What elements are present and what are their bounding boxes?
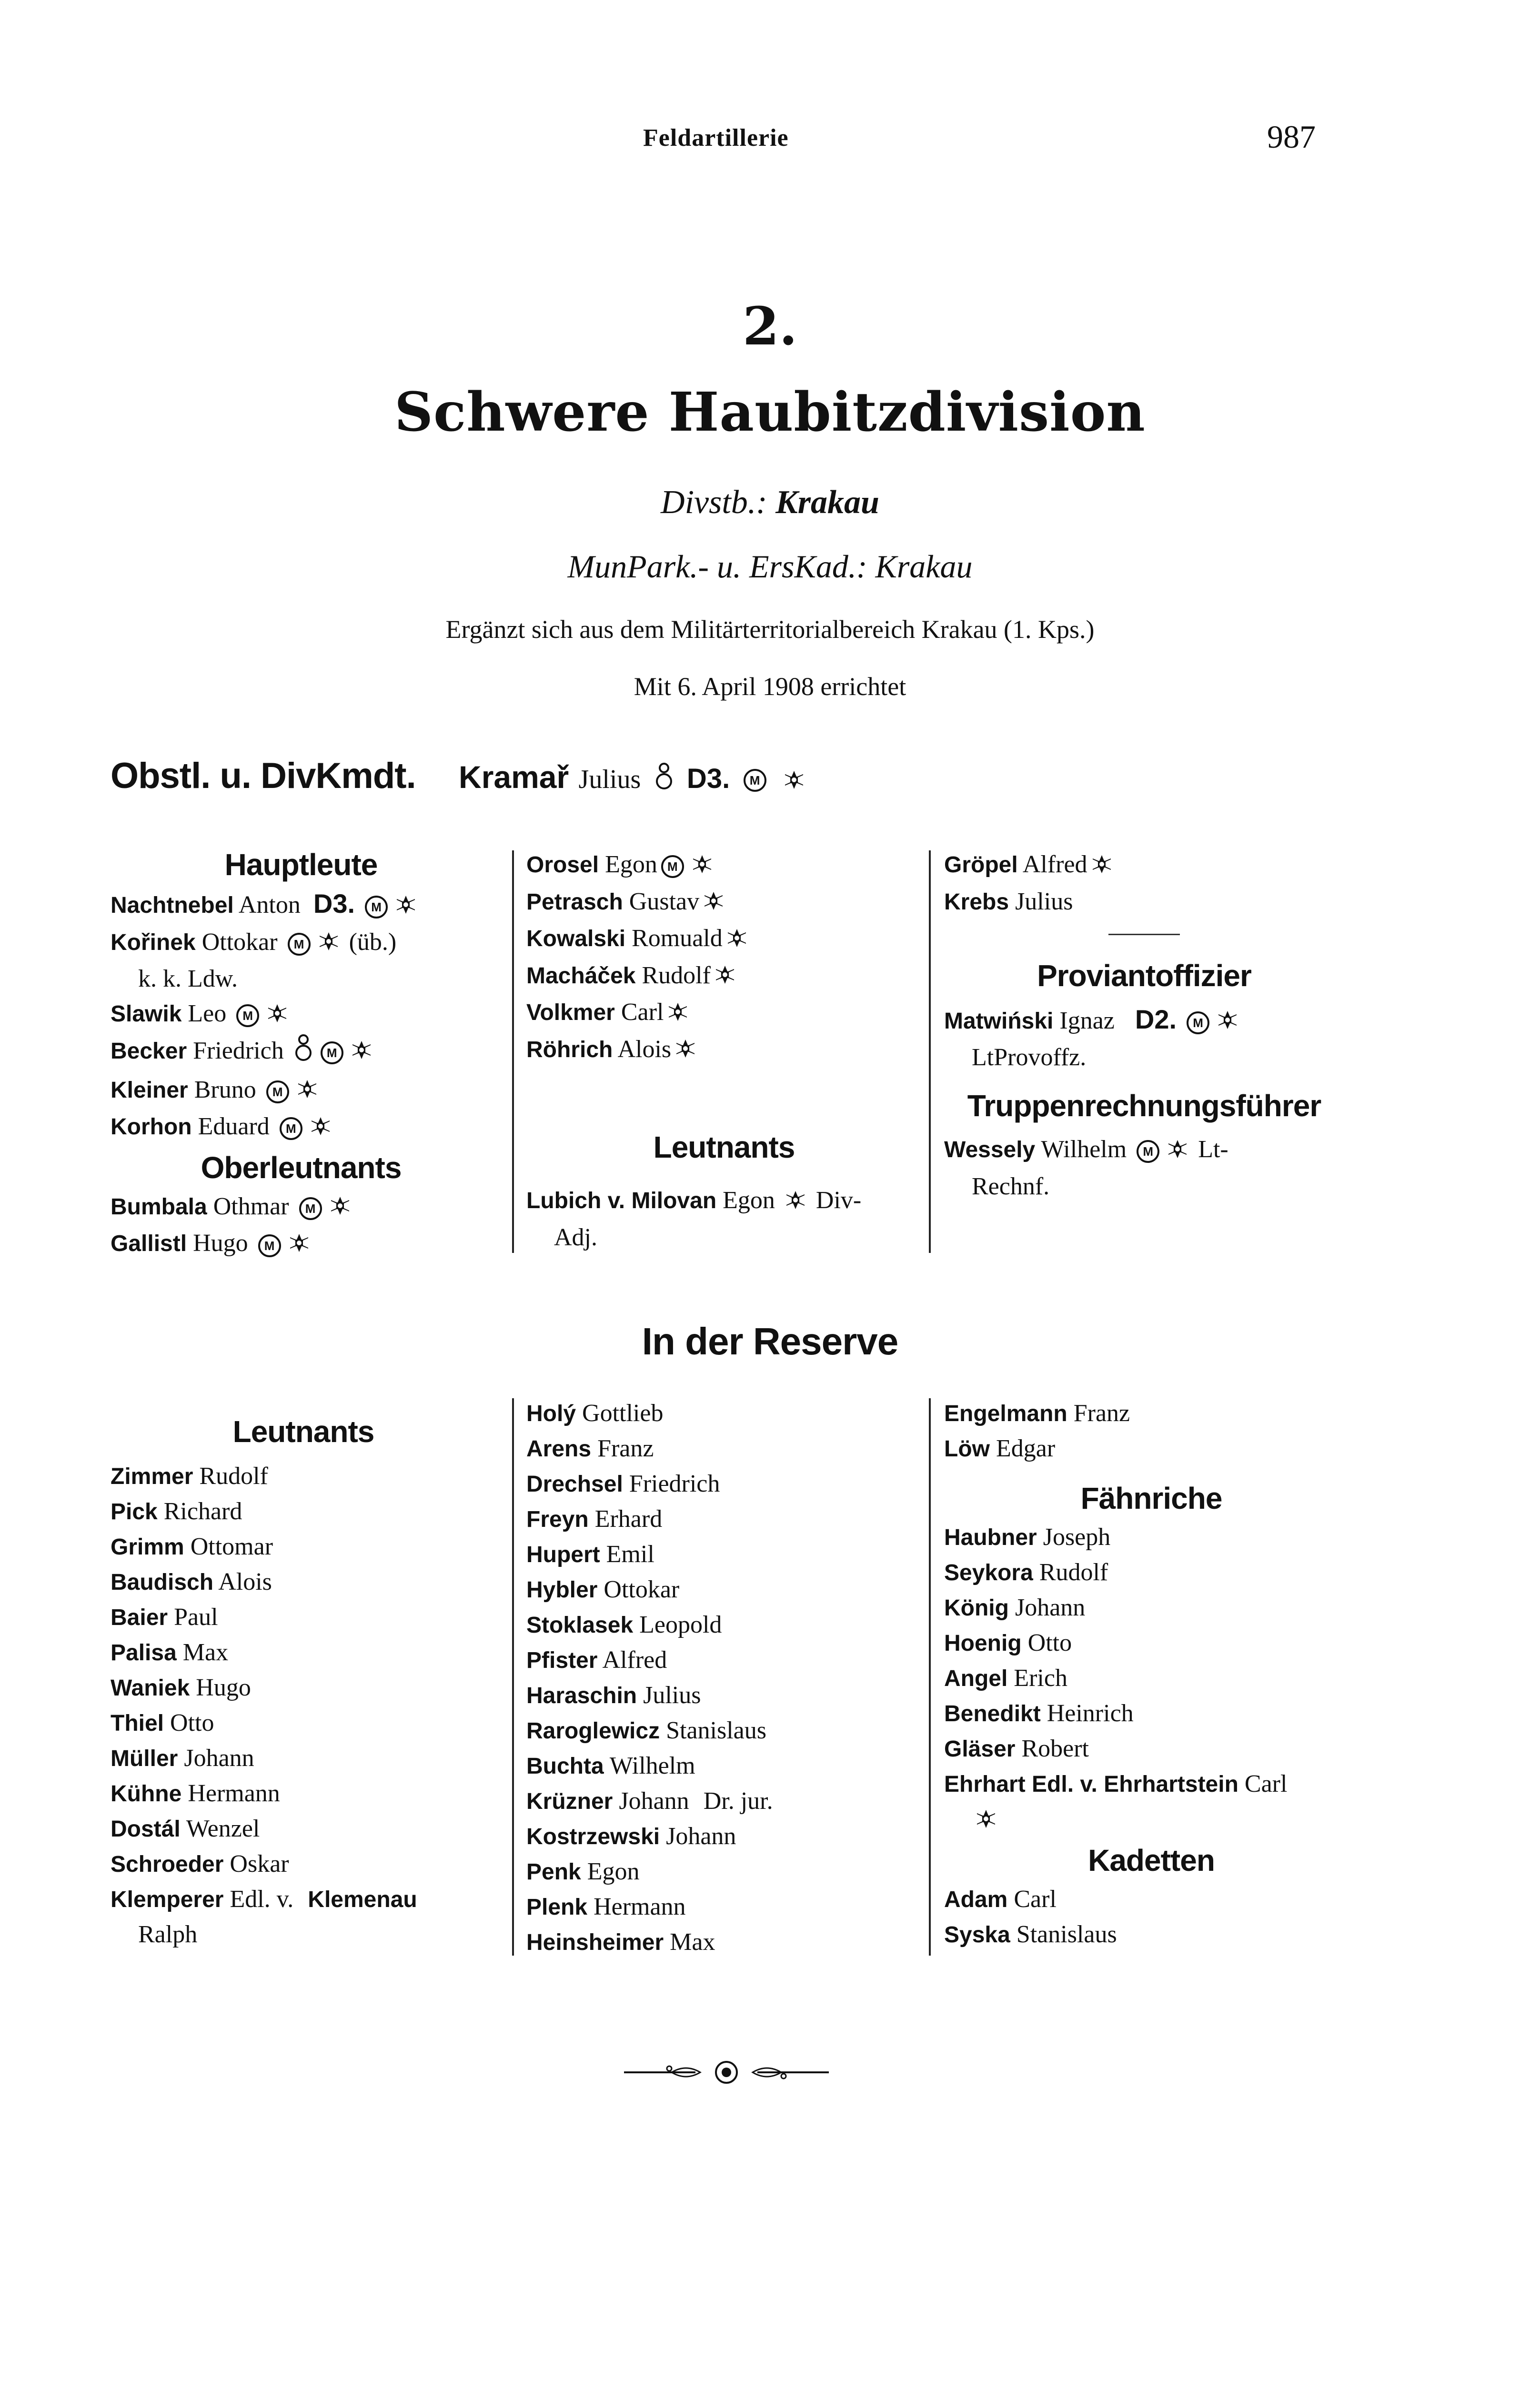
surname: Adam xyxy=(944,1887,1008,1912)
column-divider xyxy=(929,850,931,1253)
surname: Haraschin xyxy=(526,1683,637,1708)
medal-icon: M xyxy=(266,1080,289,1103)
decoration: D3. xyxy=(313,888,355,918)
heading-proviantoffizier: Proviantoffizier xyxy=(1037,958,1251,993)
list-item xyxy=(111,1494,496,1529)
surname: Seykora xyxy=(944,1560,1033,1585)
cross-icon xyxy=(289,1228,310,1263)
surname: Haubner xyxy=(944,1525,1037,1550)
given-name: Otto xyxy=(170,1709,214,1736)
list-item xyxy=(944,1590,1359,1625)
station-value: Krakau xyxy=(775,484,879,521)
list-item xyxy=(526,1748,922,1784)
surname: Wessely xyxy=(944,1137,1036,1163)
given-name: Johann xyxy=(666,1823,736,1850)
commander-given: Julius xyxy=(578,765,641,794)
medal-icon: M xyxy=(744,769,766,792)
list-item xyxy=(526,995,922,1032)
given-name: Friedrich xyxy=(629,1470,720,1497)
list-item xyxy=(111,925,492,962)
list-item xyxy=(526,921,922,958)
surname: Kostrzewski xyxy=(526,1824,660,1849)
spacer xyxy=(944,1127,1344,1132)
cross-icon xyxy=(1217,1005,1238,1040)
given-name: Hugo xyxy=(196,1674,251,1701)
surname: Waniek xyxy=(111,1675,190,1701)
medal-icon: M xyxy=(1137,1140,1159,1163)
cross-icon xyxy=(330,1191,351,1226)
list-item xyxy=(111,1072,492,1110)
surname: Orosel xyxy=(526,852,599,878)
column-divider xyxy=(929,1398,931,1956)
surname: Volkmer xyxy=(526,1000,615,1026)
given-name: Leo xyxy=(188,1000,227,1028)
medal-icon: M xyxy=(288,933,311,956)
munpark-value: Krakau xyxy=(875,548,973,585)
given-name: Rudolf xyxy=(642,961,711,989)
given-name: Anton xyxy=(238,891,301,918)
list-item xyxy=(944,1431,1359,1466)
list-item xyxy=(944,1555,1359,1590)
list-item-continuation: Ralph xyxy=(138,1921,198,1948)
column-divider xyxy=(512,1398,514,1956)
reserve-top-list xyxy=(944,1396,1359,1466)
given-name: Otto xyxy=(1027,1629,1072,1656)
hauptleute-cont-list xyxy=(526,847,922,1069)
cross-icon xyxy=(715,960,735,995)
cross-icon xyxy=(297,1074,318,1109)
surname: Engelmann xyxy=(944,1401,1067,1426)
medal-icon: M xyxy=(365,896,388,918)
heading-oberleutnants: Oberleutnants xyxy=(201,1150,402,1185)
list-item xyxy=(526,1678,922,1713)
list-item xyxy=(944,1882,1359,1917)
given-name: Hermann xyxy=(188,1780,280,1807)
given-name: Wilhelm xyxy=(1041,1136,1127,1163)
short-divider xyxy=(1108,934,1180,935)
surname: Pick xyxy=(111,1499,158,1524)
surname: Penk xyxy=(526,1859,581,1885)
heading-leutnants: Leutnants xyxy=(653,1130,795,1165)
list-item xyxy=(526,1643,922,1678)
surname: Krüzner xyxy=(526,1789,613,1814)
note: (üb.) xyxy=(349,928,397,956)
surname: Krebs xyxy=(944,889,1009,915)
surname: Zimmer xyxy=(111,1464,193,1489)
list-item xyxy=(111,1459,496,1494)
list-item xyxy=(944,884,1344,919)
list-item xyxy=(526,847,922,884)
running-title: Feldartillerie xyxy=(643,124,789,151)
given-name: Julius xyxy=(643,1682,701,1709)
surname: Kleiner xyxy=(111,1077,188,1103)
list-item-continuation: k. k. Ldw. xyxy=(138,965,238,993)
cross-icon xyxy=(1091,849,1112,884)
list-item xyxy=(111,1564,496,1600)
cross-icon xyxy=(267,999,288,1033)
list-item xyxy=(944,1625,1359,1661)
commander-rank: Obstl. u. DivKmdt. xyxy=(111,756,416,796)
cross-icon xyxy=(667,997,688,1032)
surname: Becker xyxy=(111,1038,187,1064)
spacer xyxy=(944,997,1344,1002)
note: Div- xyxy=(815,1187,862,1214)
given-name: Johann xyxy=(184,1745,254,1772)
given-name: Bruno xyxy=(194,1076,256,1103)
given-name: Gustav xyxy=(629,888,700,915)
list-item xyxy=(944,1002,1344,1040)
given-name: Ignaz xyxy=(1059,1007,1115,1034)
medal-icon: M xyxy=(321,1041,343,1064)
commander-row xyxy=(111,755,1444,799)
given-name: Carl xyxy=(1244,1770,1288,1797)
surname: Dostál xyxy=(111,1817,181,1842)
surname: König xyxy=(944,1595,1009,1621)
page-number: 987 xyxy=(1267,119,1316,155)
list-item xyxy=(526,1607,922,1643)
surname: Raroglewicz xyxy=(526,1718,660,1744)
surname: Ehrhart Edl. v. Ehrhartstein xyxy=(944,1772,1238,1797)
given-name: Rudolf xyxy=(199,1463,268,1490)
list-item xyxy=(944,1696,1359,1731)
spacer xyxy=(526,1069,922,1126)
spacer xyxy=(944,1466,1359,1477)
list-item xyxy=(111,1529,496,1564)
cross-icon xyxy=(785,1185,806,1220)
surname: Stoklasek xyxy=(526,1613,634,1638)
order-icon xyxy=(294,1033,313,1072)
given-name: Carl xyxy=(621,999,664,1026)
given-name: Edgar xyxy=(996,1435,1056,1462)
cross-icon xyxy=(675,1034,696,1069)
given-name: Othmar xyxy=(213,1192,289,1220)
surname: Pfister xyxy=(526,1648,598,1673)
list-item xyxy=(526,1784,922,1819)
medal-icon: M xyxy=(1187,1011,1209,1034)
surname: Palisa xyxy=(111,1640,177,1665)
list-item xyxy=(111,1109,492,1146)
given-name: Romuald xyxy=(632,925,723,952)
list-item xyxy=(944,1520,1359,1555)
list-item xyxy=(111,1776,496,1811)
reserve-col-1 xyxy=(111,1410,496,1952)
given-name: Stanislaus xyxy=(1016,1920,1117,1948)
reserve-heading: In der Reserve xyxy=(642,1320,898,1363)
surname: Heinsheimer xyxy=(526,1930,664,1955)
given-name: Paul xyxy=(174,1604,218,1631)
surname: Macháček xyxy=(526,963,636,989)
list-item xyxy=(526,1032,922,1069)
list-item xyxy=(111,1670,496,1706)
reserve-names-list xyxy=(526,1396,922,1960)
list-item xyxy=(111,1033,492,1072)
given-name: Rudolf xyxy=(1039,1559,1108,1586)
surname: Lubich v. Milovan xyxy=(526,1188,717,1214)
given-name: Emil xyxy=(606,1541,654,1568)
given-name: Wilhelm xyxy=(609,1752,695,1779)
surname: Hoenig xyxy=(944,1631,1022,1656)
note: Lt- xyxy=(1198,1136,1228,1163)
faehnriche-list xyxy=(944,1520,1359,1802)
list-item-continuation: Rechnf. xyxy=(972,1172,1050,1200)
kadetten-list xyxy=(944,1882,1359,1952)
reserve-col-3 xyxy=(944,1396,1359,1952)
list-item xyxy=(111,1189,492,1226)
given-name: Egon xyxy=(587,1858,640,1885)
surname: Gläser xyxy=(944,1736,1016,1762)
surname: Hupert xyxy=(526,1542,600,1567)
list-item xyxy=(944,1731,1359,1766)
station-label: Divstb.: xyxy=(661,484,767,521)
given-name: Max xyxy=(670,1928,715,1956)
surname: Benedikt xyxy=(944,1701,1041,1726)
cross-icon xyxy=(351,1035,372,1070)
given-name: Erich xyxy=(1014,1665,1067,1692)
list-item xyxy=(111,1226,492,1263)
order-icon xyxy=(654,762,674,799)
given-name: Erhard xyxy=(594,1505,663,1533)
list-item xyxy=(526,1889,922,1925)
list-item xyxy=(526,1183,922,1220)
list-item xyxy=(944,1132,1344,1169)
cross-icon xyxy=(692,849,713,884)
surname: Plenk xyxy=(526,1895,588,1920)
division-title: Schwere Haubitzdivision xyxy=(394,381,1146,444)
decoration: D2. xyxy=(1135,1004,1177,1034)
given-name: Joseph xyxy=(1043,1524,1111,1551)
list-item xyxy=(944,1917,1359,1952)
surname: Baudisch xyxy=(111,1570,214,1595)
heading-faehnriche: Fähnriche xyxy=(1080,1481,1222,1515)
list-item xyxy=(111,1706,496,1741)
given-name: Franz xyxy=(1073,1400,1130,1427)
munpark-label: MunPark.- u. ErsKad.: xyxy=(567,548,867,585)
given-name: Hugo xyxy=(193,1230,248,1257)
spacer xyxy=(111,1453,496,1459)
munpark-line xyxy=(0,548,1540,585)
list-item xyxy=(526,1431,922,1466)
list-item xyxy=(944,847,1344,884)
list-item xyxy=(526,1502,922,1537)
division-number: 2. xyxy=(743,295,797,357)
given-name: Ottokar xyxy=(604,1576,680,1603)
list-item xyxy=(111,1811,496,1847)
given-name: Eduard xyxy=(198,1113,270,1141)
list-item xyxy=(111,996,492,1033)
surname: Löw xyxy=(944,1436,990,1462)
given-name: Richard xyxy=(163,1498,242,1525)
surname: Korhon xyxy=(111,1114,192,1140)
given-name: Franz xyxy=(597,1435,654,1462)
note: Klemenau xyxy=(308,1887,417,1912)
list-item xyxy=(526,958,922,995)
surname: Kořinek xyxy=(111,929,196,955)
spacer xyxy=(944,1075,1344,1084)
given-name: Max xyxy=(182,1639,229,1666)
surname: Thiel xyxy=(111,1711,164,1736)
reserve-leutnants-list xyxy=(111,1459,496,1952)
medal-icon: M xyxy=(236,1004,259,1027)
list-item-continuation: Adj. xyxy=(554,1223,597,1251)
surname: Slawik xyxy=(111,1001,182,1027)
list-item-continuation: LtProvoffz. xyxy=(972,1044,1087,1071)
list-item xyxy=(526,1925,922,1960)
given-name: Friedrich xyxy=(193,1037,284,1064)
list-item xyxy=(526,1537,922,1572)
surname: Hybler xyxy=(526,1577,598,1603)
list-item xyxy=(111,1600,496,1635)
list-item xyxy=(111,886,492,925)
active-col-3 xyxy=(944,847,1344,1204)
given-name: Hermann xyxy=(594,1893,686,1920)
given-name: Oskar xyxy=(230,1850,289,1877)
heading-kadetten: Kadetten xyxy=(1088,1843,1215,1877)
list-item xyxy=(944,1396,1359,1431)
list-item xyxy=(111,1741,496,1776)
list-item xyxy=(526,1713,922,1748)
list-item-continuation xyxy=(944,1802,1359,1839)
list-item xyxy=(526,1396,922,1431)
cross-icon xyxy=(726,923,747,958)
established-note: Mit 6. April 1908 errichtet xyxy=(634,672,906,701)
list-item xyxy=(111,1847,496,1882)
surname: Petrasch xyxy=(526,889,623,915)
given-name: Ottomar xyxy=(190,1533,273,1560)
surname: Röhrich xyxy=(526,1037,613,1062)
heading-truppenrechnungsfuehrer: Truppenrechnungsführer xyxy=(967,1089,1321,1123)
cross-icon xyxy=(310,1111,331,1146)
medal-icon: M xyxy=(280,1117,302,1140)
given-name: Johann xyxy=(1015,1594,1086,1621)
surname: Grimm xyxy=(111,1534,184,1560)
given-name: Stanislaus xyxy=(666,1717,766,1744)
station-line xyxy=(0,484,1540,522)
spacer xyxy=(526,1169,922,1183)
surname: Klemperer xyxy=(111,1887,224,1912)
list-item xyxy=(526,1854,922,1889)
given-name: Edl. v. xyxy=(230,1886,294,1913)
list-item xyxy=(526,1466,922,1502)
surname: Gröpel xyxy=(944,852,1018,878)
given-name: Julius xyxy=(1015,888,1073,915)
cross-icon xyxy=(395,890,416,925)
given-name: Alois xyxy=(617,1035,672,1063)
cross-icon xyxy=(318,927,339,961)
given-name: Alois xyxy=(218,1568,272,1595)
list-item xyxy=(526,1819,922,1854)
surname: Holý xyxy=(526,1401,576,1426)
heading-reserve-leutnants: Leutnants xyxy=(232,1414,374,1449)
cross-icon xyxy=(784,763,805,798)
surname: Gallistl xyxy=(111,1231,187,1257)
oberleutnants-list xyxy=(111,1189,492,1263)
given-name: Johann xyxy=(619,1787,689,1815)
given-name: Egon xyxy=(723,1187,775,1214)
list-item xyxy=(526,884,922,921)
surname: Bumbala xyxy=(111,1194,207,1220)
cross-icon xyxy=(1167,1134,1188,1169)
surname: Schroeder xyxy=(111,1852,224,1877)
given-name: Carl xyxy=(1014,1885,1057,1913)
medal-icon: M xyxy=(258,1234,281,1257)
commander-surname: Kramař xyxy=(459,759,569,795)
surname: Freyn xyxy=(526,1507,589,1532)
note: Dr. jur. xyxy=(703,1787,773,1815)
active-col-1 xyxy=(111,843,492,1263)
active-col-2 xyxy=(526,847,922,1255)
surname: Kowalski xyxy=(526,926,626,952)
given-name: Alfred xyxy=(1022,851,1087,878)
column-divider xyxy=(512,850,514,1253)
surname: Matwiński xyxy=(944,1008,1054,1034)
list-item xyxy=(111,1882,496,1917)
list-item xyxy=(526,1572,922,1607)
list-item xyxy=(944,1661,1359,1696)
surname: Nachtnebel xyxy=(111,893,234,918)
given-name: Ottokar xyxy=(201,928,278,956)
surname: Syska xyxy=(944,1922,1010,1948)
hauptleute-list xyxy=(111,886,492,1146)
given-name: Robert xyxy=(1021,1735,1089,1762)
heading-hauptleute: Hauptleute xyxy=(224,848,378,882)
cross-icon xyxy=(703,886,724,921)
surname: Angel xyxy=(944,1666,1008,1691)
reserve-col-2 xyxy=(526,1396,922,1960)
supplement-note: Ergänzt sich aus dem Militärterritorialbereich Krakau (1. Kps.) xyxy=(445,615,1095,644)
given-name: Wenzel xyxy=(186,1815,260,1842)
medal-icon: M xyxy=(299,1197,322,1220)
surname: Baier xyxy=(111,1605,168,1630)
list-item xyxy=(944,1766,1359,1802)
given-name: Egon xyxy=(605,851,657,878)
surname: Kühne xyxy=(111,1781,182,1807)
list-item xyxy=(111,1635,496,1670)
surname: Arens xyxy=(526,1436,592,1462)
given-name: Alfred xyxy=(602,1646,667,1674)
cross-icon xyxy=(976,1804,996,1839)
surname: Müller xyxy=(111,1746,178,1771)
medal-icon: M xyxy=(661,855,684,878)
surname: Drechsel xyxy=(526,1472,623,1497)
given-name: Gottlieb xyxy=(582,1400,664,1427)
commander-decoration: D3. xyxy=(686,763,730,794)
surname: Buchta xyxy=(526,1754,604,1779)
given-name: Heinrich xyxy=(1047,1700,1134,1727)
given-name: Leopold xyxy=(639,1611,722,1638)
ornamental-rule-icon xyxy=(624,2058,829,2087)
